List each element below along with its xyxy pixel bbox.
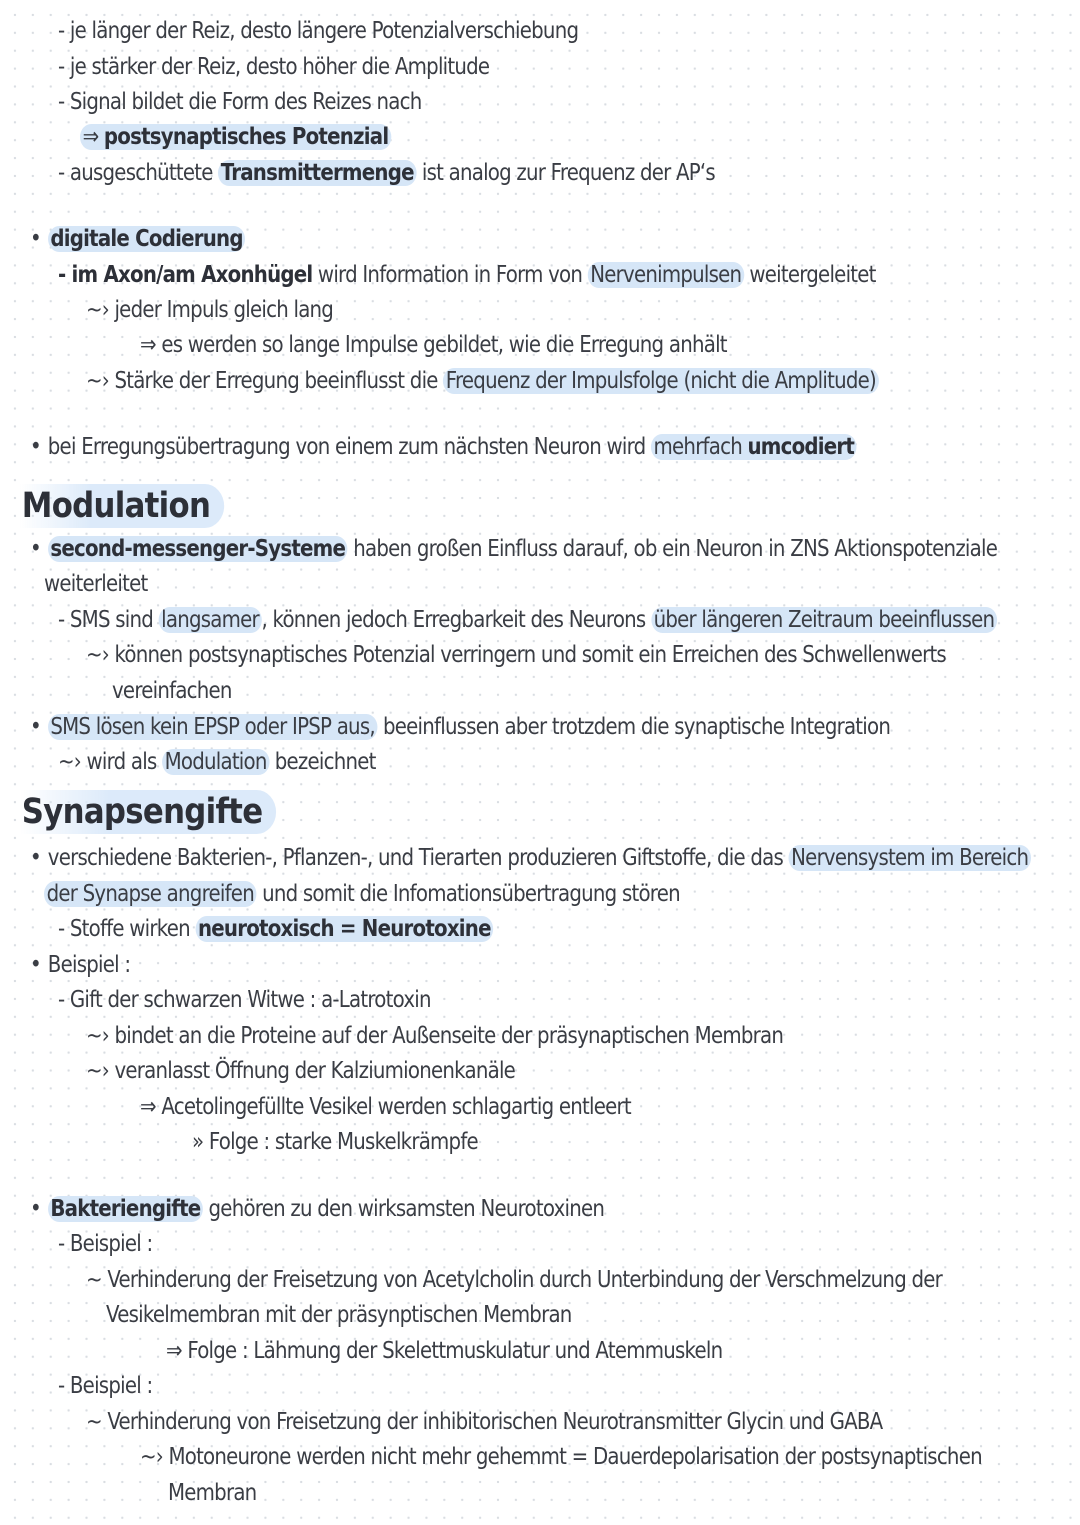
text-line: - Signal bildet die Form des Reizes nach: [58, 89, 422, 115]
text-line: • verschiedene Bakterien-, Pflanzen-, und Tierarten produzieren Giftstoffe, die das Nervensystem im Bereich: [30, 843, 1031, 873]
text-line: - SMS sind langsamer , können jedoch Erregbarkeit des Neurons über längeren Zeitraum beeinflussen: [58, 605, 997, 635]
text-line: ~› jeder Impuls gleich lang: [86, 297, 334, 323]
heading-synapsengifte: Synapsengifte: [20, 790, 276, 834]
text-line: ~› wird als Modulation bezeichnet: [58, 749, 376, 775]
text-line: ~ Verhinderung der Freisetzung von Acetylcholin durch Unterbindung der Verschmelzung der: [86, 1267, 943, 1293]
text-line: - Beispiel :: [58, 1231, 153, 1257]
text-line: - je länger der Reiz, desto längere Potenzialverschiebung: [58, 18, 579, 44]
highlight: ⇒ postsynaptisches Potenzial: [80, 124, 391, 150]
text-line: Vesikelmembran mit der präsynptischen Membran: [106, 1302, 572, 1328]
text-line: • Beispiel :: [30, 952, 131, 978]
text-line: - im Axon/am Axonhügel wird Information in Form von Nervenimpulsen weitergeleitet: [58, 262, 876, 288]
text-line: vereinfachen: [112, 678, 232, 704]
text-line: weiterleitet: [44, 571, 148, 597]
text-line: ⇒ es werden so lange Impulse gebildet, wie die Erregung anhält: [140, 332, 727, 358]
text-line: ~› Stärke der Erregung beeinflusst die Frequenz der Impulsfolge (nicht die Amplitude): [86, 366, 879, 396]
bullet-icon: •: [30, 226, 41, 252]
double-arrow-icon: ⇒: [82, 124, 99, 150]
text-line: - Stoffe wirken neurotoxisch = Neurotoxine: [58, 914, 493, 944]
text-line: ~› Motoneurone werden nicht mehr gehemmt = Dauerdepolarisation der postsynaptischen: [140, 1444, 982, 1470]
text-line: ~› veranlasst Öffnung der Kalziumionenkanäle: [86, 1058, 516, 1084]
text-line: ~› können postsynaptisches Potenzial verringern und somit ein Erreichen des Schwellenwerts: [86, 642, 946, 668]
text-line: • bei Erregungsübertragung von einem zum nächsten Neuron wird mehrfach umcodiert: [30, 432, 857, 462]
bullet-icon: •: [30, 845, 41, 871]
text-line: ⇒ Acetolingefüllte Vesikel werden schlagartig entleert: [140, 1094, 631, 1120]
text-line: • SMS lösen kein EPSP oder IPSP aus, beeinflussen aber trotzdem die synaptische Integration: [30, 714, 891, 740]
bullet-icon: •: [30, 536, 41, 562]
text-line: ~› bindet an die Proteine auf der Außenseite der präsynaptischen Membran: [86, 1023, 784, 1049]
text-line: » Folge : starke Muskelkrämpfe: [192, 1129, 478, 1155]
text-line: der Synapse angreifen und somit die Infomationsübertragung stören: [44, 879, 680, 909]
heading-modulation: Modulation: [20, 484, 224, 528]
bullet-icon: •: [30, 952, 41, 978]
text-line: - Gift der schwarzen Witwe : a-Latrotoxin: [58, 987, 431, 1013]
bullet-icon: •: [30, 434, 41, 460]
text-line: - Beispiel :: [58, 1373, 153, 1399]
text-line: • second-messenger-Systeme haben großen Einfluss darauf, ob ein Neuron in ZNS Aktionspotenziale: [30, 536, 998, 562]
text-line: - je stärker der Reiz, desto höher die Amplitude: [58, 54, 490, 80]
text-line: Membran: [168, 1480, 257, 1506]
text-line: [80, 122, 391, 152]
highlight: mehrfach umcodiert: [651, 434, 857, 460]
text-line: ⇒ Folge : Lähmung der Skelettmuskulatur und Atemmuskeln: [166, 1338, 723, 1364]
section-title: • digitale Codierung: [30, 224, 245, 254]
text-line: - ausgeschüttete Transmittermenge ist analog zur Frequenz der AP‘s: [58, 160, 715, 186]
text-line: ~ Verhinderung von Freisetzung der inhibitorischen Neurotransmitter Glycin und GABA: [86, 1409, 883, 1435]
text-line: • Bakteriengifte gehören zu den wirksamsten Neurotoxinen: [30, 1196, 605, 1222]
bullet-icon: •: [30, 714, 41, 740]
bullet-icon: •: [30, 1196, 41, 1222]
